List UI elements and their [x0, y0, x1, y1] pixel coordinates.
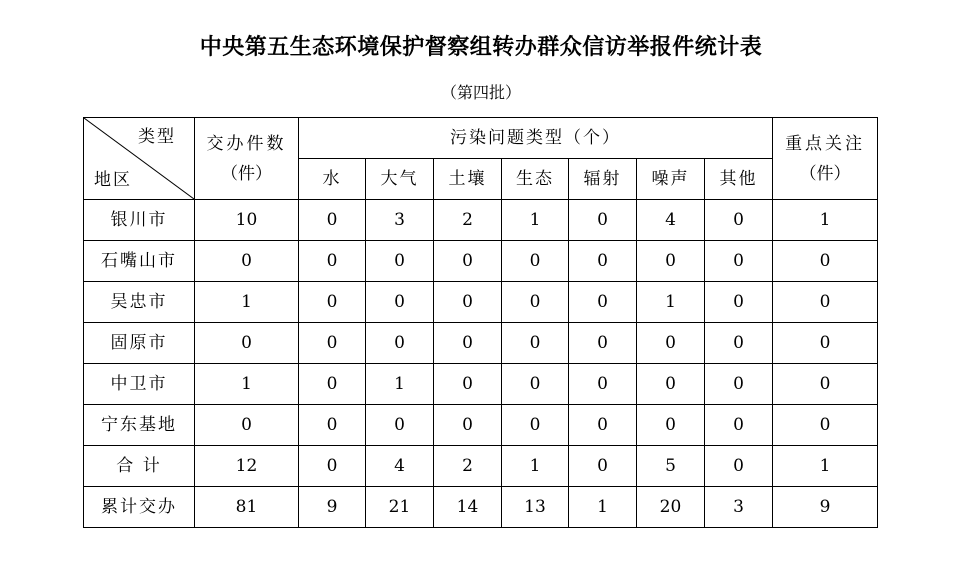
ecology-cell: 0 — [502, 282, 569, 323]
focus-header — [773, 118, 878, 200]
ecology-cell: 0 — [502, 241, 569, 282]
region-cell: 银川市 — [84, 200, 195, 241]
assigned-cell: 1 — [195, 364, 299, 405]
radiation-cell: 0 — [569, 446, 637, 487]
category-air-header: 大气 — [366, 159, 434, 200]
focus-cell: 0 — [773, 364, 878, 405]
radiation-cell: 0 — [569, 200, 637, 241]
air-cell: 0 — [366, 282, 434, 323]
assigned-cell: 81 — [195, 487, 299, 528]
page-subtitle: （第四批） — [440, 83, 521, 102]
other-cell: 0 — [705, 364, 773, 405]
noise-cell: 0 — [637, 364, 705, 405]
air-cell: 0 — [366, 405, 434, 446]
air-cell: 21 — [366, 487, 434, 528]
region-cell: 中卫市 — [84, 364, 195, 405]
assigned-cell: 10 — [195, 200, 299, 241]
assigned-cell: 12 — [195, 446, 299, 487]
assigned-cell: 0 — [195, 323, 299, 364]
noise-cell: 20 — [637, 487, 705, 528]
air-cell: 0 — [366, 241, 434, 282]
other-cell: 0 — [705, 405, 773, 446]
other-cell: 0 — [705, 200, 773, 241]
focus-unit: （件） — [799, 163, 851, 184]
ecology-cell: 0 — [502, 364, 569, 405]
header-row-top — [84, 118, 878, 159]
noise-cell: 0 — [637, 241, 705, 282]
radiation-cell: 0 — [569, 405, 637, 446]
air-cell: 4 — [366, 446, 434, 487]
noise-cell: 1 — [637, 282, 705, 323]
table-row — [84, 405, 878, 446]
other-cell: 0 — [705, 323, 773, 364]
air-cell: 1 — [366, 364, 434, 405]
radiation-cell: 0 — [569, 241, 637, 282]
air-cell: 3 — [366, 200, 434, 241]
region-cell: 合 计 — [84, 446, 195, 487]
region-cell: 石嘴山市 — [84, 241, 195, 282]
noise-cell: 4 — [637, 200, 705, 241]
soil-cell: 2 — [434, 446, 502, 487]
region-cell: 固原市 — [84, 323, 195, 364]
region-label: 地区 — [94, 170, 132, 190]
ecology-cell: 1 — [502, 200, 569, 241]
assigned-count-label: 交办件数 — [206, 133, 287, 154]
water-cell: 0 — [299, 323, 366, 364]
table-row — [84, 282, 878, 323]
region-cell: 宁东基地 — [84, 405, 195, 446]
diagonal-header-cell — [84, 118, 195, 200]
water-cell: 0 — [299, 282, 366, 323]
table-row — [84, 364, 878, 405]
focus-cell: 9 — [773, 487, 878, 528]
soil-cell: 0 — [434, 323, 502, 364]
category-soil-header: 土壤 — [434, 159, 502, 200]
water-cell: 0 — [299, 200, 366, 241]
other-cell: 3 — [705, 487, 773, 528]
category-radiation-header: 辐射 — [569, 159, 637, 200]
water-cell: 0 — [299, 364, 366, 405]
focus-cell: 1 — [773, 446, 878, 487]
soil-cell: 0 — [434, 364, 502, 405]
noise-cell: 0 — [637, 323, 705, 364]
assigned-cell: 1 — [195, 282, 299, 323]
complaint-statistics-table — [83, 117, 878, 528]
focus-cell: 0 — [773, 241, 878, 282]
soil-cell: 2 — [434, 200, 502, 241]
radiation-cell: 0 — [569, 282, 637, 323]
focus-cell: 0 — [773, 323, 878, 364]
table-row — [84, 323, 878, 364]
ecology-cell: 0 — [502, 405, 569, 446]
soil-cell: 0 — [434, 405, 502, 446]
ecology-cell: 13 — [502, 487, 569, 528]
air-cell: 0 — [366, 323, 434, 364]
focus-label: 重点关注 — [785, 133, 866, 154]
noise-cell: 5 — [637, 446, 705, 487]
water-cell: 0 — [299, 241, 366, 282]
water-cell: 0 — [299, 446, 366, 487]
table-row — [84, 241, 878, 282]
noise-cell: 0 — [637, 405, 705, 446]
category-ecology-header: 生态 — [502, 159, 569, 200]
soil-cell: 0 — [434, 241, 502, 282]
page-title: 中央第五生态环境保护督察组转办群众信访举报件统计表 — [199, 35, 763, 60]
other-cell: 0 — [705, 241, 773, 282]
cumulative-row — [84, 487, 878, 528]
other-cell: 0 — [705, 446, 773, 487]
radiation-cell: 0 — [569, 323, 637, 364]
focus-cell: 0 — [773, 282, 878, 323]
region-cell: 累计交办 — [84, 487, 195, 528]
category-other-header: 其他 — [705, 159, 773, 200]
assigned-cell: 0 — [195, 241, 299, 282]
focus-cell: 1 — [773, 200, 878, 241]
ecology-cell: 1 — [502, 446, 569, 487]
region-cell: 吴忠市 — [84, 282, 195, 323]
water-cell: 9 — [299, 487, 366, 528]
focus-cell: 0 — [773, 405, 878, 446]
assigned-cell: 0 — [195, 405, 299, 446]
soil-cell: 0 — [434, 282, 502, 323]
category-water-header: 水 — [299, 159, 366, 200]
water-cell: 0 — [299, 405, 366, 446]
radiation-cell: 1 — [569, 487, 637, 528]
ecology-cell: 0 — [502, 323, 569, 364]
total-row — [84, 446, 878, 487]
pollution-type-group-header: 污染问题类型（个） — [299, 118, 773, 159]
type-label: 类型 — [138, 127, 176, 147]
soil-cell: 14 — [434, 487, 502, 528]
assigned-count-unit: （件） — [221, 163, 272, 184]
table-row — [84, 200, 878, 241]
other-cell: 0 — [705, 282, 773, 323]
assigned-count-header — [195, 118, 299, 200]
category-noise-header: 噪声 — [637, 159, 705, 200]
radiation-cell: 0 — [569, 364, 637, 405]
